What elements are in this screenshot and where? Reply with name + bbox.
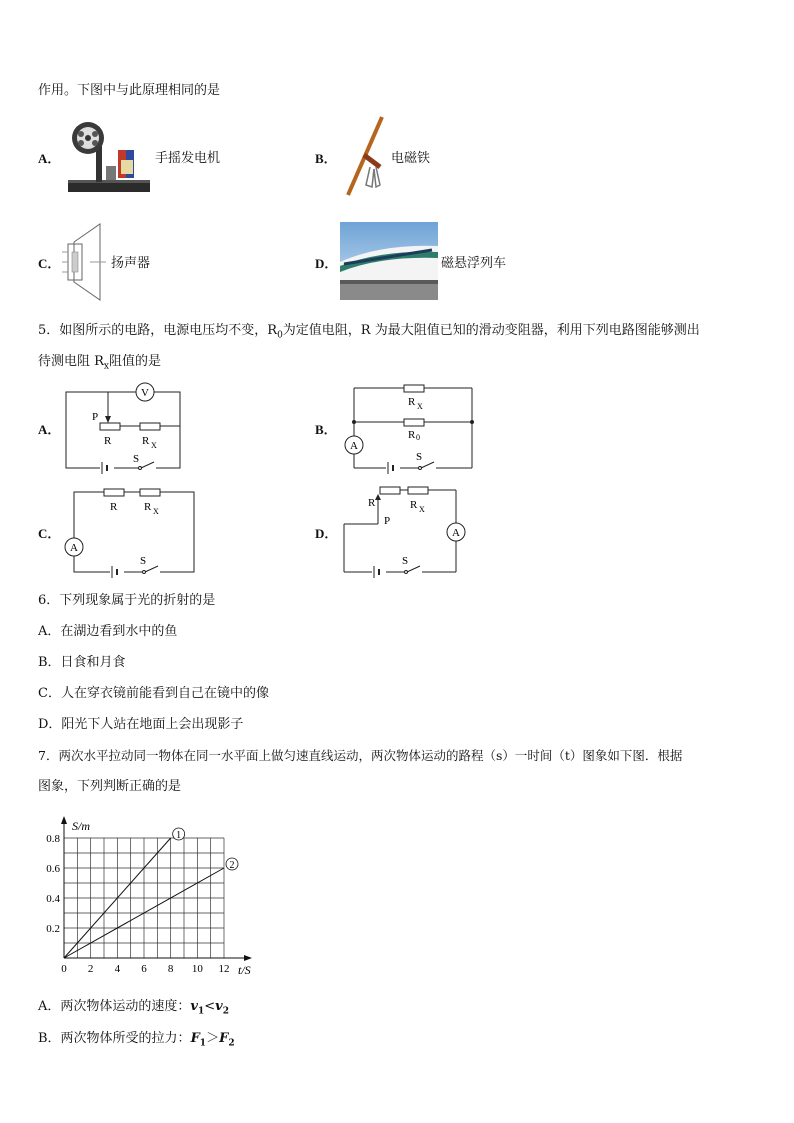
loudspeaker-diagram-image [60,222,108,302]
r0-label: R [408,429,416,441]
rheostat-r-label: R [110,501,118,513]
chart-series [64,828,238,958]
x-tick-label: 4 [114,963,121,975]
x-tick-label: 6 [141,963,147,975]
q5-option-c-letter: C． [38,526,61,541]
q5-stem-line2 [38,354,161,375]
hand-crank-generator-image [66,120,152,196]
rx-label: R [142,435,150,447]
q6-option-c: C．人在穿衣镜前能看到自己在镜中的像 [38,686,269,701]
switch-s-label: S [140,555,147,567]
s-t-chart [30,812,280,987]
f2-subscript: 2 [228,1038,235,1049]
q7-option-a-text: A．两次物体运动的速度： [38,999,191,1014]
v2-symbol: v [215,999,223,1014]
q5-subscript-x: x [103,361,109,372]
q5-stem-part: 5．如图所示的电路，电源电压均不变，R [38,323,278,338]
rx-label: R [408,396,416,408]
y-tick-label: 0.6 [46,863,60,875]
less-than: < [204,999,216,1014]
switch-s-label: S [416,451,423,463]
ammeter-label: A [70,542,78,554]
r0-sub-label: 0 [416,433,420,442]
q4-option-b-text: 电磁铁 [391,151,431,166]
q5-option-a-letter: A． [38,422,61,437]
circuit-b-diagram [338,380,478,475]
q5-stem-part: 为定值电阻，R 为最大阻值已知的滑动变阻器，利用下列电路图能够测出 [282,323,700,338]
q7-stem-line2: 图象，下列判断正确的是 [38,779,182,794]
q7-stem-line1: 7．两次水平拉动同一物体在同一水平面上做匀速直线运动，两次物体运动的路程（s）一时间（t）图象如下图．根据 [38,748,683,763]
y-axis-label: S/m [72,819,90,833]
x-tick-label: 10 [191,963,203,975]
x-axis-label: t/S [238,963,251,977]
q6-option-b: B．日食和月食 [38,655,126,670]
x-axis-arrow [244,955,252,961]
q6-stem: 6．下列现象属于光的折射的是 [38,593,216,608]
y-tick-label: 0.2 [46,923,60,935]
q4-option-d-letter: D． [315,256,338,271]
maglev-train-image [340,222,438,300]
q7-option-a [38,999,229,1020]
q4-option-c-text: 扬声器 [111,256,151,271]
q7-option-b-text: B．两次物体所受的拉力： [38,1031,191,1046]
q4-option-a-text: 手摇发电机 [155,151,221,166]
x-tick-label: 0 [61,963,67,975]
greater-than: ＞ [206,1031,220,1046]
x-tick-label: 2 [87,963,94,975]
ammeter-label: A [452,527,460,539]
rheostat-r-label: R [104,435,112,447]
q4-option-a-letter: A． [38,151,61,166]
switch-s-label: S [133,453,140,465]
f1-symbol: F [190,1031,200,1046]
v1-subscript: 1 [197,1006,205,1017]
rx-sub-label: X [419,505,425,514]
f2-symbol: F [219,1031,229,1046]
ammeter-label: A [350,440,358,452]
q5-subscript-0: 0 [277,330,283,341]
q4-tail-text: 作用。下图中与此原理相同的是 [38,83,221,98]
q7-option-b [38,1031,235,1052]
v2-subscript: 2 [222,1006,229,1017]
electromagnet-image [340,115,390,201]
x-tick-label: 8 [167,963,174,975]
q4-option-c-letter: C． [38,256,61,271]
chart-axes [61,816,252,977]
slider-p-label: P [384,515,391,527]
q5-option-b-letter: B． [315,422,337,437]
series-label-1: 1 [176,830,182,841]
rheostat-r-label: R [368,497,376,509]
x-tick-label: 12 [218,963,230,975]
circuit-a-diagram [60,380,190,475]
rx-sub-label: X [153,507,159,516]
q5-stem-line1 [38,323,700,344]
q6-option-a: A．在湖边看到水中的鱼 [38,624,178,639]
rx-sub-label: X [151,441,157,450]
rx-label: R [144,501,152,513]
q5-option-d-letter: D． [315,526,338,541]
q4-option-b-letter: B． [315,151,337,166]
rx-sub-label: X [417,402,423,411]
circuit-d-diagram [338,482,478,579]
rx-label: R [410,499,418,511]
chart-grid [64,838,224,958]
q5-stem-part: 阻值的是 [109,354,162,369]
switch-s-label: S [402,555,409,567]
v1-symbol: v [190,999,198,1014]
slider-p-label: P [92,411,99,423]
y-tick-label: 0.8 [46,833,60,845]
q6-option-d: D．阳光下人站在地面上会出现影子 [38,717,244,732]
series-label-2: 2 [229,860,235,871]
y-tick-label: 0.4 [46,893,60,905]
chart-ticks [46,833,229,975]
y-axis-arrow [61,816,67,824]
q5-stem-part: 待测电阻 R [38,354,104,369]
circuit-c-diagram [62,484,202,579]
q4-option-d-text: 磁悬浮列车 [441,256,507,271]
voltmeter-label: V [141,387,149,399]
f1-subscript: 1 [199,1038,207,1049]
